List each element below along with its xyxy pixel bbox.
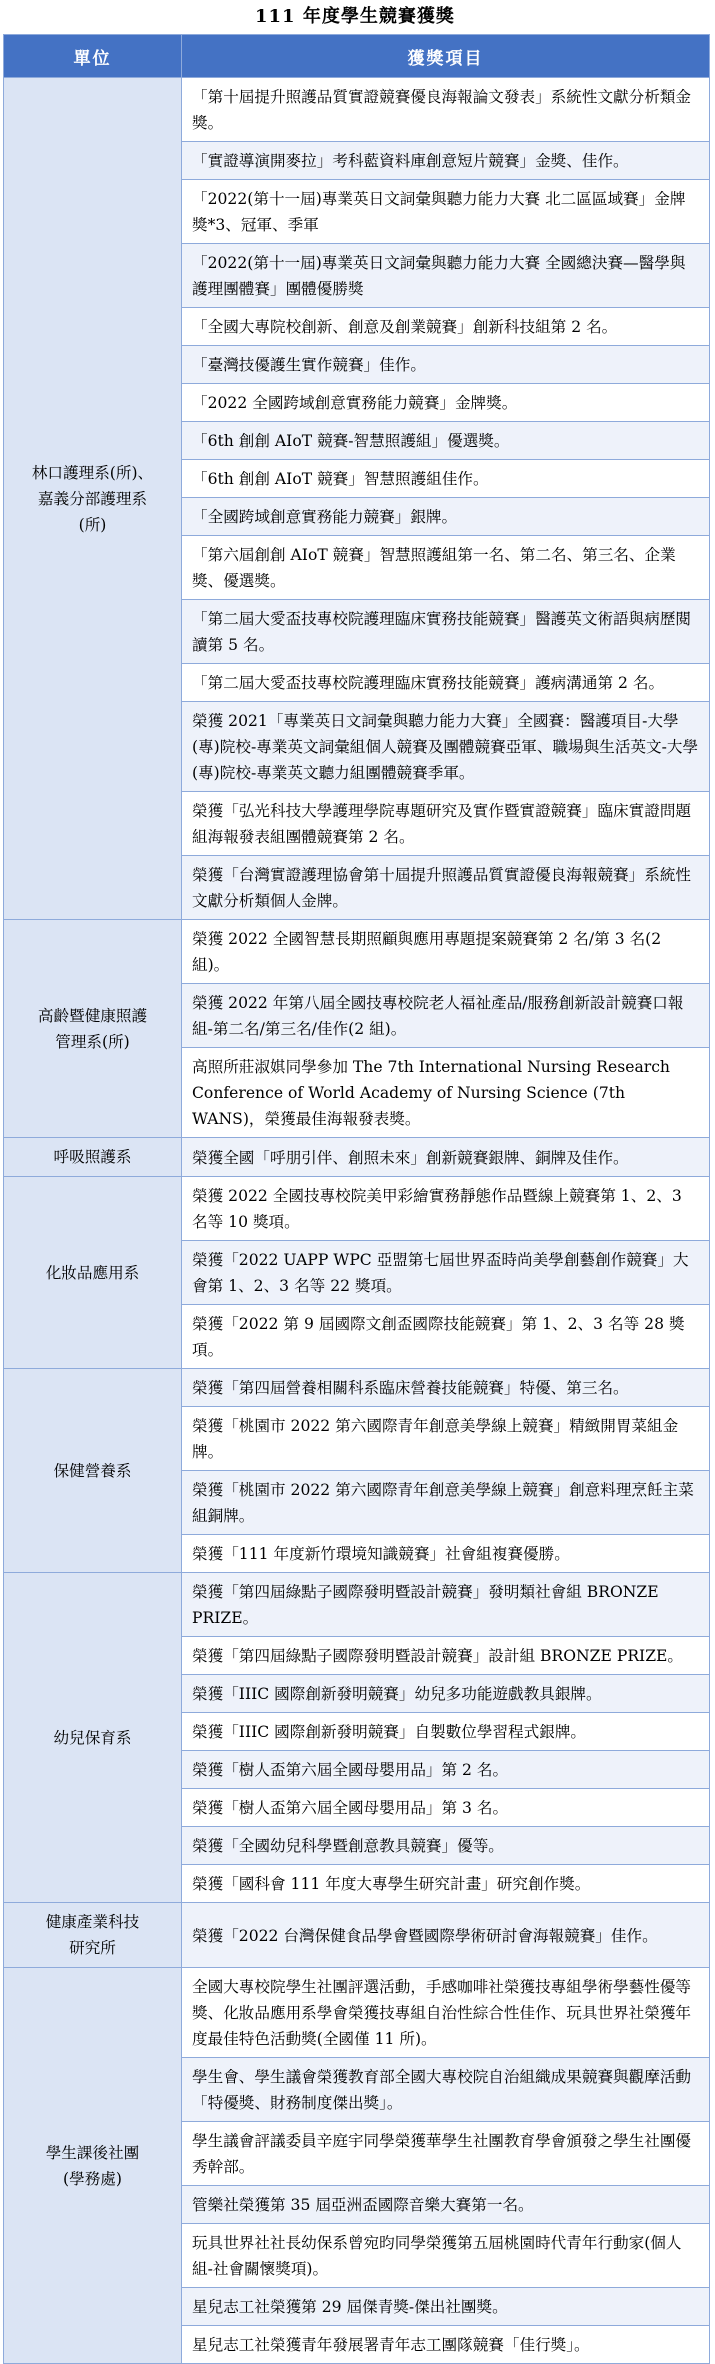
table-row	[4, 1968, 710, 2058]
award-item: 「6th 創創 AIoT 競賽」智慧照護組佳作。	[182, 460, 710, 498]
table-row	[4, 1138, 710, 1177]
header-unit: 單位	[4, 35, 182, 78]
award-item: 「第二屆大愛盃技專校院護理臨床實務技能競賽」醫護英文術語與病歷閱讀第 5 名。	[182, 600, 710, 664]
award-item: 榮獲 2021「專業英日文詞彙與聽力能力大賽」全國賽：醫護項目-大學(專)院校-專業英文詞彙組個人競賽及團體競賽亞軍、職場與生活英文-大學(專)院校-專業英文聽力組團體競賽季軍。	[182, 702, 710, 792]
award-item: 榮獲「2022 第 9 屆國際文創盃國際技能競賽」第 1、2、3 名等 28 獎項。	[182, 1305, 710, 1369]
award-item: 「2022 全國跨域創意實務能力競賽」金牌獎。	[182, 384, 710, 422]
award-item: 「第十屆提升照護品質實證競賽優良海報論文發表」系統性文獻分析類金獎。	[182, 78, 710, 142]
award-item: 榮獲「國科會 111 年度大專學生研究計畫」研究創作獎。	[182, 1865, 710, 1903]
unit-label-line: (學務處)	[63, 2169, 122, 2188]
unit-label-line: 化妝品應用系	[45, 1263, 140, 1282]
unit-cell	[4, 78, 182, 920]
award-item: 榮獲「IIIC 國際創新發明競賽」自製數位學習程式銀牌。	[182, 1713, 710, 1751]
award-item: 學生會、學生議會榮獲教育部全國大專校院自治組織成果競賽與觀摩活動「特優獎、財務制度傑出獎」。	[182, 2058, 710, 2122]
award-item: 全國大專校院學生社團評選活動，手感咖啡社榮獲技專組學術學藝性優等獎、化妝品應用系學會榮獲技專組自治性綜合性佳作、玩具世界社榮獲年度最佳特色活動獎(全國僅 11 所)。	[182, 1968, 710, 2058]
table-row	[4, 1369, 710, 1407]
award-item: 榮獲「第四屆營養相關科系臨床營養技能競賽」特優、第三名。	[182, 1369, 710, 1407]
award-item: 榮獲「111 年度新竹環境知識競賽」社會組複賽優勝。	[182, 1535, 710, 1573]
award-item: 榮獲 2022 全國智慧長期照顧與應用專題提案競賽第 2 名/第 3 名(2 組)。	[182, 920, 710, 984]
unit-cell	[4, 1138, 182, 1177]
unit-label-line: 林口護理系(所)、	[31, 463, 154, 482]
award-item: 星兒志工社榮獲第 29 屆傑青獎-傑出社團獎。	[182, 2288, 710, 2326]
table-row	[4, 1903, 710, 1968]
award-item: 星兒志工社榮獲青年發展署青年志工團隊競賽「佳行獎」。	[182, 2326, 710, 2364]
unit-cell	[4, 1177, 182, 1369]
table-row	[4, 920, 710, 984]
unit-cell	[4, 1369, 182, 1573]
unit-label-line: 保健營養系	[53, 1461, 132, 1480]
unit-label-line: 高齡暨健康照護	[37, 1006, 148, 1025]
page-title: 111 年度學生競賽獲獎	[255, 6, 455, 27]
award-item: 榮獲 2022 全國技專校院美甲彩繪實務靜態作品暨線上競賽第 1、2、3 名等 10 獎項。	[182, 1177, 710, 1241]
award-item: 榮獲「弘光科技大學護理學院專題研究及實作暨實證競賽」臨床實證問題組海報發表組團體競賽第 2 名。	[182, 792, 710, 856]
award-item: 「6th 創創 AIoT 競賽-智慧照護組」優選獎。	[182, 422, 710, 460]
header-award: 獲獎項目	[182, 35, 710, 78]
award-item: 學生議會評議委員辛庭宇同學榮獲華學生社團教育學會頒發之學生社團優秀幹部。	[182, 2122, 710, 2186]
award-item: 榮獲「桃園市 2022 第六國際青年創意美學線上競賽」創意料理烹飪主菜組銅牌。	[182, 1471, 710, 1535]
award-item: 「第二屆大愛盃技專校院護理臨床實務技能競賽」護病溝通第 2 名。	[182, 664, 710, 702]
award-item: 「實證導演開麥拉」考科藍資料庫創意短片競賽」金獎、佳作。	[182, 142, 710, 180]
award-item: 榮獲「台灣實證護理協會第十屆提升照護品質實證優良海報競賽」系統性文獻分析類個人金牌。	[182, 856, 710, 920]
award-item: 高照所莊淑娸同學參加 The 7th International Nursing Research Conference of World Academy of Nursing Science (7th WANS)，榮獲最佳海報發表獎。	[182, 1048, 710, 1138]
award-item: 榮獲全國「呼朋引伴、創照未來」創新競賽銀牌、銅牌及佳作。	[182, 1138, 710, 1177]
unit-label-line: 嘉義分部護理系	[37, 489, 148, 508]
unit-label-line: 研究所	[69, 1939, 116, 1957]
award-item: 「臺灣技優護生實作競賽」佳作。	[182, 346, 710, 384]
table-body	[4, 78, 710, 2364]
table-header-row	[4, 35, 710, 78]
award-item: 「2022(第十一屆)專業英日文詞彙與聽力能力大賽 北二區區域賽」金牌獎*3、冠軍、季軍	[182, 180, 710, 244]
unit-label-line: 管理系(所)	[55, 1032, 130, 1051]
award-item: 「全國大專院校創新、創意及創業競賽」創新科技組第 2 名。	[182, 308, 710, 346]
award-item: 「2022(第十一屆)專業英日文詞彙與聽力能力大賽 全國總決賽—醫學與護理團體賽」團體優勝獎	[182, 244, 710, 308]
award-item: 「全國跨域創意實務能力競賽」銀牌。	[182, 498, 710, 536]
table-row	[4, 1177, 710, 1241]
award-item: 榮獲「2022 台灣保健食品學會暨國際學術研討會海報競賽」佳作。	[182, 1903, 710, 1968]
award-item: 管樂社榮獲第 35 屆亞洲盃國際音樂大賽第一名。	[182, 2186, 710, 2224]
unit-cell	[4, 1903, 182, 1968]
award-item: 榮獲「全國幼兒科學暨創意教具競賽」優等。	[182, 1827, 710, 1865]
award-item: 榮獲「2022 UAPP WPC 亞盟第七屆世界盃時尚美學創藝創作競賽」大會第 1、2、3 名等 22 獎項。	[182, 1241, 710, 1305]
unit-cell	[4, 1968, 182, 2364]
unit-cell	[4, 1573, 182, 1903]
unit-label-line: 呼吸照護系	[53, 1148, 132, 1166]
award-item: 榮獲 2022 年第八屆全國技專校院老人福祉產品/服務創新設計競賽口報組-第二名/第三名/佳作(2 組)。	[182, 984, 710, 1048]
unit-cell	[4, 920, 182, 1138]
award-item: 榮獲「樹人盃第六屆全國母嬰用品」第 3 名。	[182, 1789, 710, 1827]
award-item: 玩具世界社社長幼保系曾宛昀同學榮獲第五屆桃園時代青年行動家(個人組-社會關懷獎項)。	[182, 2224, 710, 2288]
award-item: 榮獲「第四屆綠點子國際發明暨設計競賽」發明類社會組 BRONZE PRIZE。	[182, 1573, 710, 1637]
table-row	[4, 1573, 710, 1637]
unit-label-line: 健康產業科技	[45, 1913, 140, 1931]
unit-label-line: 學生課後社團	[45, 2143, 140, 2162]
award-item: 榮獲「第四屆綠點子國際發明暨設計競賽」設計組 BRONZE PRIZE。	[182, 1637, 710, 1675]
unit-label-line: 幼兒保育系	[53, 1728, 132, 1747]
award-item: 榮獲「IIIC 國際創新發明競賽」幼兒多功能遊戲教具銀牌。	[182, 1675, 710, 1713]
table-row	[4, 78, 710, 142]
award-item: 榮獲「桃園市 2022 第六國際青年創意美學線上競賽」精緻開胃菜組金牌。	[182, 1407, 710, 1471]
unit-label-line: (所)	[78, 515, 107, 534]
awards-table	[3, 34, 710, 2364]
award-item: 榮獲「樹人盃第六屆全國母嬰用品」第 2 名。	[182, 1751, 710, 1789]
award-item: 「第六屆創創 AIoT 競賽」智慧照護組第一名、第二名、第三名、企業獎、優選獎。	[182, 536, 710, 600]
